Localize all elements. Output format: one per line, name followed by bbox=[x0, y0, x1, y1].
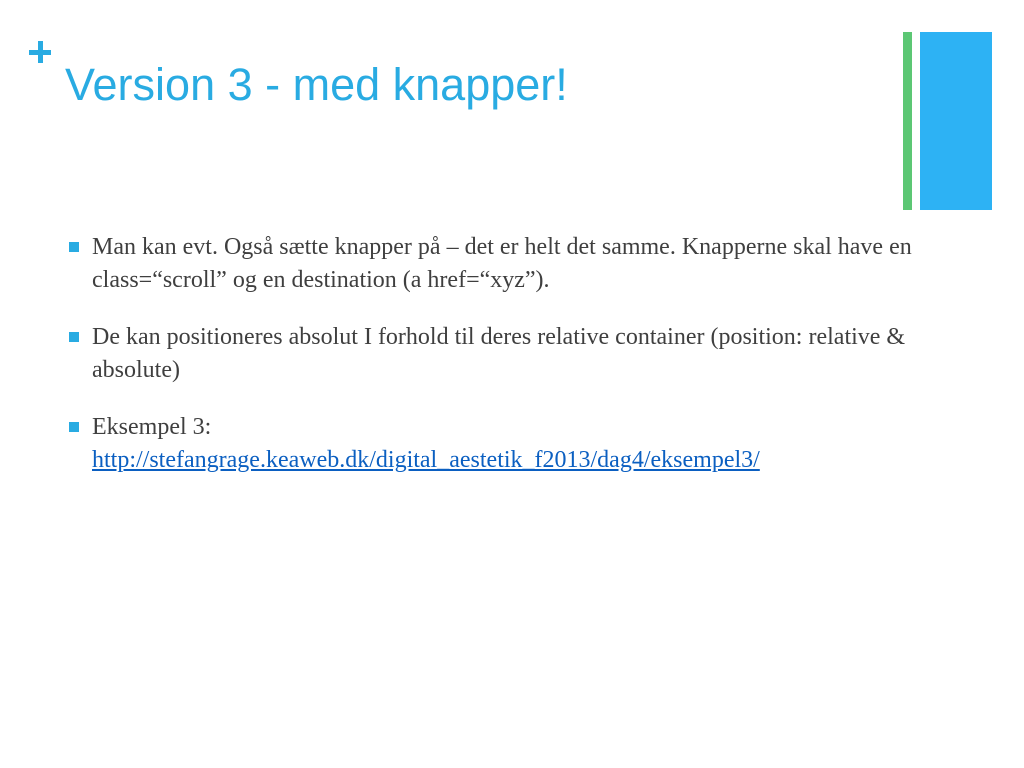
square-bullet-icon bbox=[69, 242, 79, 252]
bullet-text: De kan positioneres absolut I forhold til deres relative container (position: relative & absolute) bbox=[92, 324, 906, 383]
bullet-item bbox=[67, 231, 917, 297]
bullet-text: Man kan evt. Også sætte knapper på – det er helt det samme. Knapperne skal have en class=“scroll” og en destination (a href=“xyz”). bbox=[92, 234, 912, 293]
decorative-green-bar bbox=[903, 32, 912, 210]
plus-icon bbox=[27, 38, 55, 66]
plus-icon-vertical bbox=[38, 41, 43, 63]
decorative-blue-bar bbox=[920, 32, 992, 210]
bullet-text: Eksempel 3: bbox=[92, 414, 212, 440]
bullet-item bbox=[67, 321, 917, 387]
example-link[interactable]: http://stefangrage.keaweb.dk/digital_aestetik_f2013/dag4/eksempel3/ bbox=[92, 447, 760, 473]
slide-title: Version 3 - med knapper! bbox=[65, 59, 568, 110]
bullet-list bbox=[67, 231, 917, 501]
square-bullet-icon bbox=[69, 422, 79, 432]
square-bullet-icon bbox=[69, 332, 79, 342]
bullet-item bbox=[67, 411, 917, 477]
